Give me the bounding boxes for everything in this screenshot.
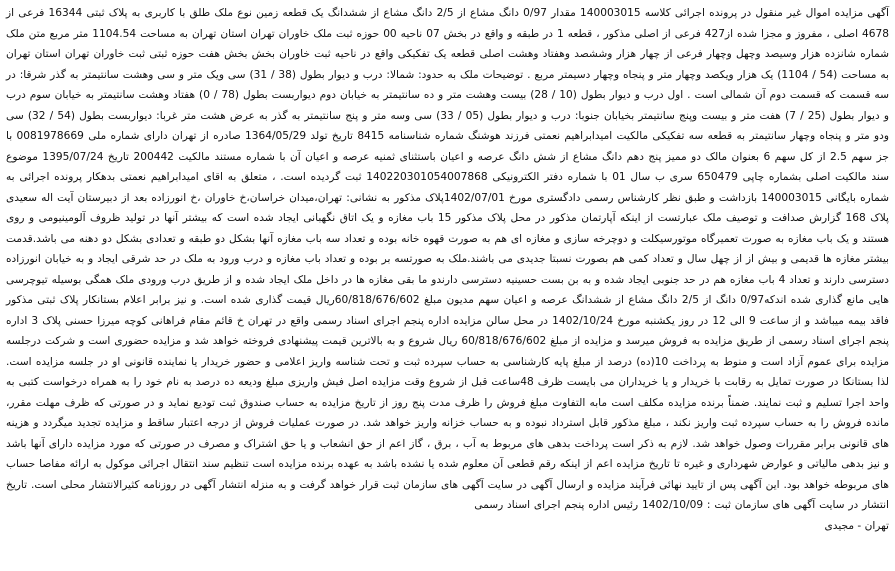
auction-notice-text: آگهی مزایده اموال غیر منقول در پرونده اجرائی کلاسه 140003015 مقدار 0/97 دانگ مشاع از 2/5 دانگ مشاع از ششدانگ یک قطعه زمین نوع ملک طلق با کاربری به پلاک ثبتی 16344 فرعی از 4678 اصلی ، مفروز و مجزا شده از427 فرعی از اصلی مذکور ، قطعه 1 در طبقه و واقع در بخش 07 ناحیه 00 حوزه ثبت ملک خاوران تهران استان تهران به مساحت 1104.54 متر مربع متن ملک شماره شانزده هزار وسیصد وچهل وچهار فرعی از چهار هزار وششصد وهفتاد وهشت اصلی قطعه یک تفکیکی واقع در ناحیه ثبت خاوران بخش بخش هفت حوزه ثبتی ثبت خاوران تهران استان تهران به مساحت (54 / 1104) یک هزار ویکصد وچهار متر و پنجاه وچهار دسیمتر مربع . توضیحات ملک به حدود: شمالا: درب و دیوار بطول (38 / 31) سی ویک متر و سی وهشت سانتیمتر به گذر شرقا: در سه قسمت که قسمت دوم آن شمالی است . اول درب و دیوار بطول (10 / 28) بیست وهشت متر و ده سانتیمتر به خیابان دوم دیواربست بطول (78 / 0) هفتاد وهشت سانتیمتر به خیابان سوم درب و دیوار بطول (25 / 7) هفت متر و بیست وپنج سانتیمتر بخیابان جنوبا: درب و دیوار بطول (05 / 33) سی وسه متر و پنج سانتیمتر به گذر به عرض هشت متر غربا: دیواربست بطول (54 / 32) سی ودو متر و پنجاه وچهار سانتیمتر به قطعه سه تفکیکی مالکیت امیدابراهیم نعمتی فرزند هوشنگ شماره شناسنامه 8415 تاریخ تولد 1364/05/29 صادره از تهران دارای شماره ملی 0081978669 با جز سهم 2.5 از کل سهم 6 بعنوان مالک دو ممیز پنج دهم دانگ مشاع از شش دانگ عرصه و اعیان باستثنای ثمنیه عرصه و اعیان آن با شماره مستند مالکیت 200442 تاریخ 1395/07/24 موضوع سند مالکیت اصلی بشماره چاپی 650479 سری ب سال 01 با شماره دفتر الکترونیکی 140220301054007868 ثبت گردیده است. ، متعلق به اقای امیدابراهیم نعمتی بدهکار پرونده اجرائی به شماره بایگانی 140003015 بازداشت و طبق نظر کارشناس رسمی دادگستری مورخ 1402/07/01پلاک مذکور به نشانی: تهران،میدان خراسان،خ خاوران ،خ انورزاده بعد از دبیرستان آیت اله سعیدی پلاک 168 گزارش صدافت و توصیف ملک عبارتست از اینکه آپارتمان مذکور در محل پلاک مذکور 15 باب مغازه و یک اتاق نگهبانی ایجاد شده است که بیشتر آنها در تولید ظروف آلومینیومی و روی هستند و یک باب مغازه به صورت تعمیرگاه موتورسیکلت و دوچرخه سازی و مغازه ای هم به صورت قهوه خانه بوده و تعداد سه باب مغازه آنها بشکل دو طبقه و تعدادی بشکل دو دهنه می باشد.قدمت بیشتر مغازه ها قدیمی و بیش از از چهل سال و تعداد کمی هم بصورت نسبتا جدیدی می باشند.ملک به صورتسه بر بوده و تعداد باب مغازه و درب ورود به ملک در حد شرقی ایجاد و به خیابان انورزاده دسترسی دارند و تعداد 4 باب مغازه هم در حد جنوبی ایجاد شده و به بن بست حسینیه دسترسی دارندو ما بقی مغازه ها در داخل ملک ایجاد شده و از طریق درب ورودی ملک همگی بوسیله تیوچرسی هایی مانع گذاری شده اندکه0/97 دانگ از 2/5 دانگ مشاع از ششدانگ عرصه و اعیان سهم مدیون مبلغ 60/818/676/602ریال قیمت گذاری شده است. و نیز برابر اعلام بستانکار پلاک ثبتی مذکور فاقد بیمه میباشد و از ساعت 9 الی 12 در روز یکشنبه مورخ 1402/10/24 در محل سالن مزایده اداره پنجم اجرای اسناد رسمی واقع در تهران خ قائم مقام فراهانی کوچه میرزا حسنی پلاک 3 اداره پنجم اجرای اسناد رسمی از طریق مزایده به فروش میرسد و مزایده از مبلغ 60/818/676/602 ریال شروع و به بالاترین قیمت پیشنهادی فروخته خواهد شد و مزایده حضوری است و شرکت درجلسه مزایده برای عموم آزاد است و منوط به پرداخت 10(ده) درصد از مبلغ پایه کارشناسی به حساب سپرده ثبت و تحت شناسه واریز اعلامی و حضور خریدار یا نماینده قانونی او در جلسه مزایده است. لذا بستانکا در صورت تمایل به رقابت با خریدار و یا خریداران می بایست ظرف 48ساعت قبل از شروع وقت مزایده اصل فیش واریزی مبلغ ودیعه ده درصد به نام خود را به همراه درخواست کتبی به واحد اجرا تسلیم و ثبت نمایند. ضمناً برنده مزایده مکلف است مابه التفاوت مبلغ فروش را ظرف مدت پنج روز از تاریخ مزایده به حساب صندوق ثبت تودیع نماید و در صورتی که ظرف مهلت مقرر، مانده فروش را به حساب سپرده ثبت واریز نکند ، مبلغ مذکور قابل استرداد نبوده و به حساب خزانه واریز خواهد شد. در صورت عملیات فروش از درجه اعتبار ساقط و مزایده تجدید میگردد و هزینه های قانونی برابر مقررات وصول خواهد شد. لازم به ذکر است پرداخت بدهی های مربوط به آب ، برق ، گاز اعم از حق انشعاب و یا حق اشتراک و مصرف در صورتی که مورد مزایده دارای آنها باشد و نیز بدهی مالیاتی و عوارض شهرداری و غیره تا تاریخ مزایده اعم از اینکه رقم قطعی آن معلوم شده یا نشده باشد به عهده برنده مزایده است تنظیم سند انتقال اجرائی موکول به ارائه مفاصا حساب های مربوطه خواهد بود. این آگهی پس از تایید نهائی فرآیند مزایده و ارسال آگهی در سایت آگهی های سازمان ثبت قرار خواهد گرفت و به منزله انتشار آگهی در روزنامه کثیرالانتشار محلی است. تاریخ انتشار در سایت آگهی های سازمان ثبت : 1402/10/09 رئیس اداره پنجم اجرای اسناد رسمی	[6, 7, 889, 511]
notice-signature: تهران - مجیدی	[824, 519, 889, 532]
